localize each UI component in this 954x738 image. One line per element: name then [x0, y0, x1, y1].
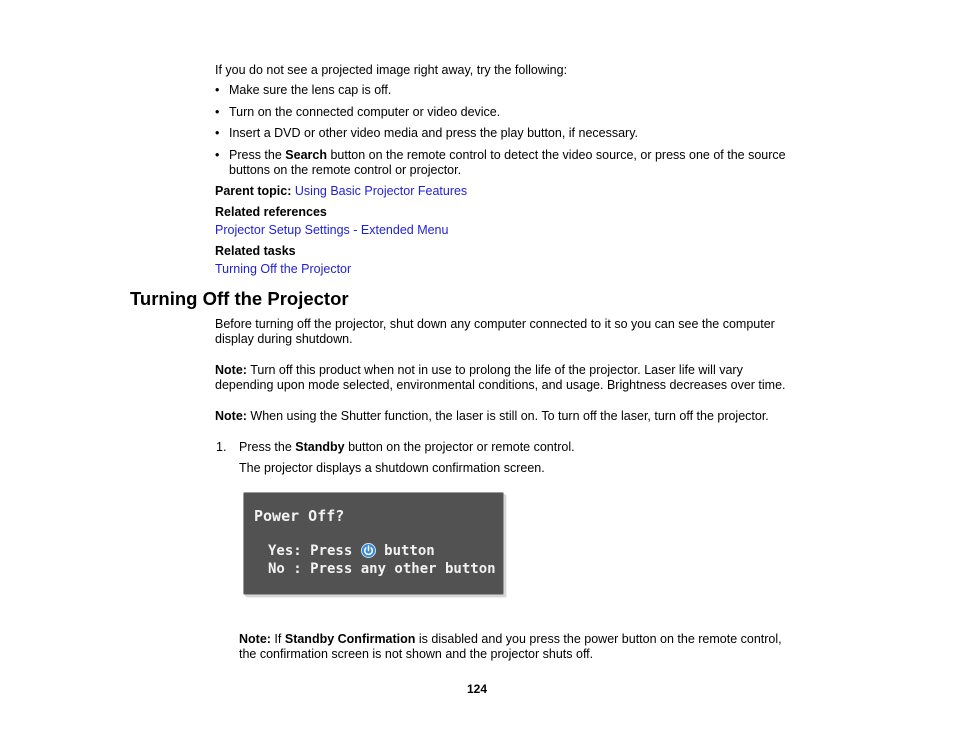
bullet-marker: • — [215, 126, 220, 140]
related-tasks-heading: Related tasks — [215, 244, 296, 258]
power-off-confirmation-screen — [243, 492, 504, 595]
list-item: Turn on the connected computer or video device. — [229, 105, 501, 119]
page-number: 124 — [466, 682, 488, 696]
bullet-marker: • — [215, 148, 220, 162]
bullet-marker: • — [215, 105, 220, 119]
search-button-name: Search — [285, 148, 327, 162]
related-references-heading: Related references — [215, 205, 327, 219]
osd-no-line: No : Press any other button — [268, 561, 496, 577]
related-tasks-link[interactable]: Turning Off the Projector — [215, 262, 352, 276]
osd-title: Power Off? — [254, 507, 345, 525]
step-text: Press the Standby button on the projector or remote control. — [239, 440, 575, 454]
related-references-link[interactable]: Projector Setup Settings - Extended Menu — [215, 223, 449, 237]
note-label: Note: — [239, 632, 271, 646]
list-item: Insert a DVD or other video media and press the play button, if necessary. — [229, 126, 639, 140]
parent-topic — [215, 184, 467, 199]
note-shutter: Note: When using the Shutter function, the laser is still on. To turn off the laser, turn off the projector. — [215, 409, 769, 423]
step-number: 1. — [216, 440, 227, 454]
power-icon — [361, 543, 376, 558]
step-result: The projector displays a shutdown confirmation screen. — [239, 461, 545, 475]
bullet-marker: • — [215, 83, 220, 97]
note-label: Note: — [215, 409, 247, 423]
standby-button-name: Standby — [295, 440, 345, 454]
note-standby-confirmation: Note: If Standby Confirmation is disabled and you press the power button on the remote control, the confirmation screen is not shown and the projector shuts off. — [239, 632, 782, 661]
note-label: Note: — [215, 363, 247, 377]
parent-topic-link[interactable]: Using Basic Projector Features — [294, 184, 468, 198]
osd-yes-line: Yes: Press button — [268, 543, 435, 559]
section-intro: Before turning off the projector, shut down any computer connected to it so you can see the computer display during shutdown. — [215, 317, 775, 346]
parent-topic-label: Parent topic: — [215, 184, 292, 198]
section-title: Turning Off the Projector — [130, 288, 349, 309]
intro-text: If you do not see a projected image right away, try the following: — [215, 63, 568, 77]
list-item: Press the Search button on the remote control to detect the video source, or press one of the source buttons on the remote control or projector. — [229, 148, 786, 177]
note-laser-life: Note: Turn off this product when not in use to prolong the life of the projector. Laser life will vary depending upon mode selected, environmental conditions, and usage. Brightness decreases over time. — [215, 363, 786, 392]
standby-confirmation-setting: Standby Confirmation — [284, 632, 416, 646]
list-item: Make sure the lens cap is off. — [229, 83, 392, 97]
